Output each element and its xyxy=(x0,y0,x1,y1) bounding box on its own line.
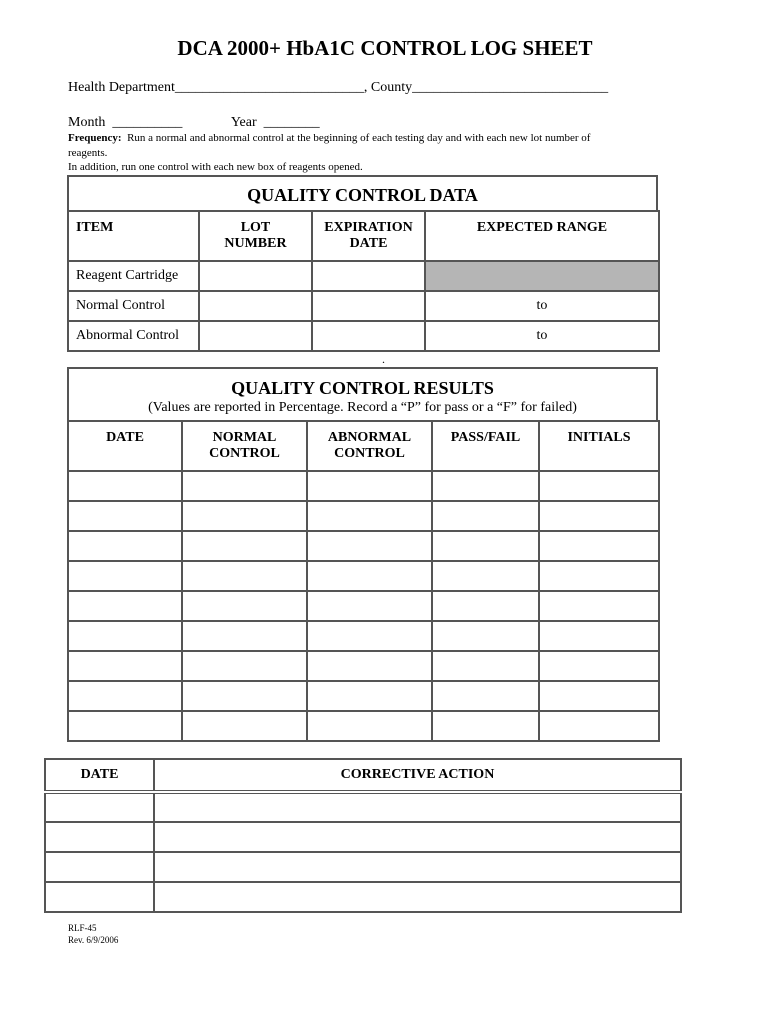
expected-range-header: EXPECTED RANGE xyxy=(425,211,659,261)
month-year-line: Month __________ Year ________ xyxy=(68,115,320,130)
date-cell[interactable] xyxy=(68,621,182,651)
normal-control-cell[interactable] xyxy=(182,651,307,681)
qc-results-title-box xyxy=(67,367,658,422)
pass-fail-header: PASS/FAIL xyxy=(432,421,539,471)
normal-control-cell[interactable] xyxy=(182,591,307,621)
corrective-date-header: DATE xyxy=(45,759,154,792)
corrective-date-cell[interactable] xyxy=(45,852,154,882)
lot-header-line-2: NUMBER xyxy=(224,236,287,251)
abnormal-control-cell[interactable] xyxy=(307,621,432,651)
separator-dot: . xyxy=(382,352,385,366)
corrective-action-cell[interactable] xyxy=(154,822,681,852)
expected-range-cell[interactable]: to xyxy=(425,291,659,321)
pass-fail-cell[interactable] xyxy=(432,591,539,621)
qc-results-row xyxy=(68,471,659,501)
qc-data-row xyxy=(68,291,659,321)
normal-header-line-2: CONTROL xyxy=(209,446,280,461)
expiration-date-cell[interactable] xyxy=(312,321,425,351)
initials-cell[interactable] xyxy=(539,621,659,651)
frequency-text-continued: reagents. xyxy=(68,147,108,159)
qc-results-row xyxy=(68,561,659,591)
frequency-label: Frequency: xyxy=(68,132,122,144)
qc-results-row xyxy=(68,531,659,561)
qc-results-row xyxy=(68,501,659,531)
initials-cell[interactable] xyxy=(539,501,659,531)
abnormal-control-cell[interactable] xyxy=(307,651,432,681)
date-cell[interactable] xyxy=(68,651,182,681)
normal-header-line-1: NORMAL xyxy=(212,430,277,445)
normal-control-cell[interactable] xyxy=(182,681,307,711)
initials-cell[interactable] xyxy=(539,471,659,501)
expected-range-cell[interactable]: to xyxy=(425,321,659,351)
corrective-action-cell[interactable] xyxy=(154,882,681,912)
qc-data-header-row xyxy=(68,211,659,261)
corrective-action-table xyxy=(44,758,682,913)
pass-fail-cell[interactable] xyxy=(432,681,539,711)
initials-header: INITIALS xyxy=(539,421,659,471)
date-cell[interactable] xyxy=(68,471,182,501)
pass-fail-cell[interactable] xyxy=(432,501,539,531)
revision-date: Rev. 6/9/2006 xyxy=(68,935,119,945)
qc-results-row xyxy=(68,591,659,621)
lot-number-cell[interactable] xyxy=(199,321,312,351)
qc-results-subtitle: (Values are reported in Percentage. Record a “P” for pass or a “F” for failed) xyxy=(148,400,577,415)
abnormal-control-cell[interactable] xyxy=(307,591,432,621)
initials-cell[interactable] xyxy=(539,681,659,711)
form-id: RLF-45 xyxy=(68,923,97,933)
pass-fail-cell[interactable] xyxy=(432,471,539,501)
exp-header-line-2: DATE xyxy=(349,236,388,251)
item-cell: Normal Control xyxy=(68,291,199,321)
initials-cell[interactable] xyxy=(539,561,659,591)
date-cell[interactable] xyxy=(68,561,182,591)
date-cell[interactable] xyxy=(68,591,182,621)
normal-control-cell[interactable] xyxy=(182,621,307,651)
qc-results-table xyxy=(67,420,660,742)
corrective-date-cell[interactable] xyxy=(45,822,154,852)
qc-results-title: QUALITY CONTROL RESULTS xyxy=(231,378,494,398)
abnormal-control-header xyxy=(307,421,432,471)
initials-cell[interactable] xyxy=(539,711,659,741)
abnormal-header-line-1: ABNORMAL xyxy=(327,430,412,445)
lot-number-cell[interactable] xyxy=(199,291,312,321)
corrective-date-cell[interactable] xyxy=(45,882,154,912)
qc-results-row xyxy=(68,621,659,651)
qc-data-table xyxy=(67,210,660,352)
qc-results-row xyxy=(68,651,659,681)
expiration-date-cell[interactable] xyxy=(312,261,425,291)
pass-fail-cell[interactable] xyxy=(432,711,539,741)
corrective-action-cell[interactable] xyxy=(154,792,681,822)
frequency-instructions xyxy=(68,132,590,144)
qc-data-row xyxy=(68,261,659,291)
corrective-row xyxy=(45,882,681,912)
date-cell[interactable] xyxy=(68,501,182,531)
corrective-row xyxy=(45,822,681,852)
lot-number-header xyxy=(199,211,312,261)
corrective-action-header: CORRECTIVE ACTION xyxy=(154,759,681,792)
date-cell[interactable] xyxy=(68,681,182,711)
item-cell: Reagent Cartridge xyxy=(68,261,199,291)
abnormal-control-cell[interactable] xyxy=(307,471,432,501)
initials-cell[interactable] xyxy=(539,531,659,561)
initials-cell[interactable] xyxy=(539,651,659,681)
abnormal-control-cell[interactable] xyxy=(307,501,432,531)
qc-data-title: QUALITY CONTROL DATA xyxy=(247,185,478,205)
date-cell[interactable] xyxy=(68,531,182,561)
abnormal-control-cell[interactable] xyxy=(307,711,432,741)
normal-control-cell[interactable] xyxy=(182,501,307,531)
expiration-date-cell[interactable] xyxy=(312,291,425,321)
expiration-date-header xyxy=(312,211,425,261)
normal-control-cell[interactable] xyxy=(182,561,307,591)
corrective-row xyxy=(45,792,681,822)
frequency-text: Run a normal and abnormal control at the beginning of each testing day and with each new lot number of xyxy=(121,132,591,144)
abnormal-control-cell[interactable] xyxy=(307,561,432,591)
pass-fail-cell[interactable] xyxy=(432,621,539,651)
abnormal-control-cell[interactable] xyxy=(307,681,432,711)
lot-header-line-1: LOT xyxy=(240,220,271,235)
health-department-county-line: Health Department___________________________, County____________________________ xyxy=(68,80,609,95)
qc-results-header-row xyxy=(68,421,659,471)
corrective-action-cell[interactable] xyxy=(154,852,681,882)
abnormal-control-cell[interactable] xyxy=(307,531,432,561)
normal-control-cell[interactable] xyxy=(182,471,307,501)
initials-cell[interactable] xyxy=(539,591,659,621)
expected-range-cell-shaded xyxy=(425,261,659,291)
date-header: DATE xyxy=(68,421,182,471)
normal-control-cell[interactable] xyxy=(182,711,307,741)
item-cell: Abnormal Control xyxy=(68,321,199,351)
frequency-text-addition: In addition, run one control with each new box of reagents opened. xyxy=(68,161,363,173)
qc-data-row xyxy=(68,321,659,351)
qc-data-title-box xyxy=(67,175,658,212)
page-title: DCA 2000+ HbA1C CONTROL LOG SHEET xyxy=(177,36,593,60)
corrective-header-row xyxy=(45,759,681,792)
pass-fail-cell[interactable] xyxy=(432,561,539,591)
abnormal-header-line-2: CONTROL xyxy=(334,446,405,461)
pass-fail-cell[interactable] xyxy=(432,531,539,561)
qc-results-row xyxy=(68,711,659,741)
corrective-date-cell[interactable] xyxy=(45,792,154,822)
corrective-row xyxy=(45,852,681,882)
date-cell[interactable] xyxy=(68,711,182,741)
pass-fail-cell[interactable] xyxy=(432,651,539,681)
normal-control-header xyxy=(182,421,307,471)
item-header: ITEM xyxy=(68,211,199,261)
normal-control-cell[interactable] xyxy=(182,531,307,561)
qc-results-row xyxy=(68,681,659,711)
exp-header-line-1: EXPIRATION xyxy=(324,220,413,235)
lot-number-cell[interactable] xyxy=(199,261,312,291)
